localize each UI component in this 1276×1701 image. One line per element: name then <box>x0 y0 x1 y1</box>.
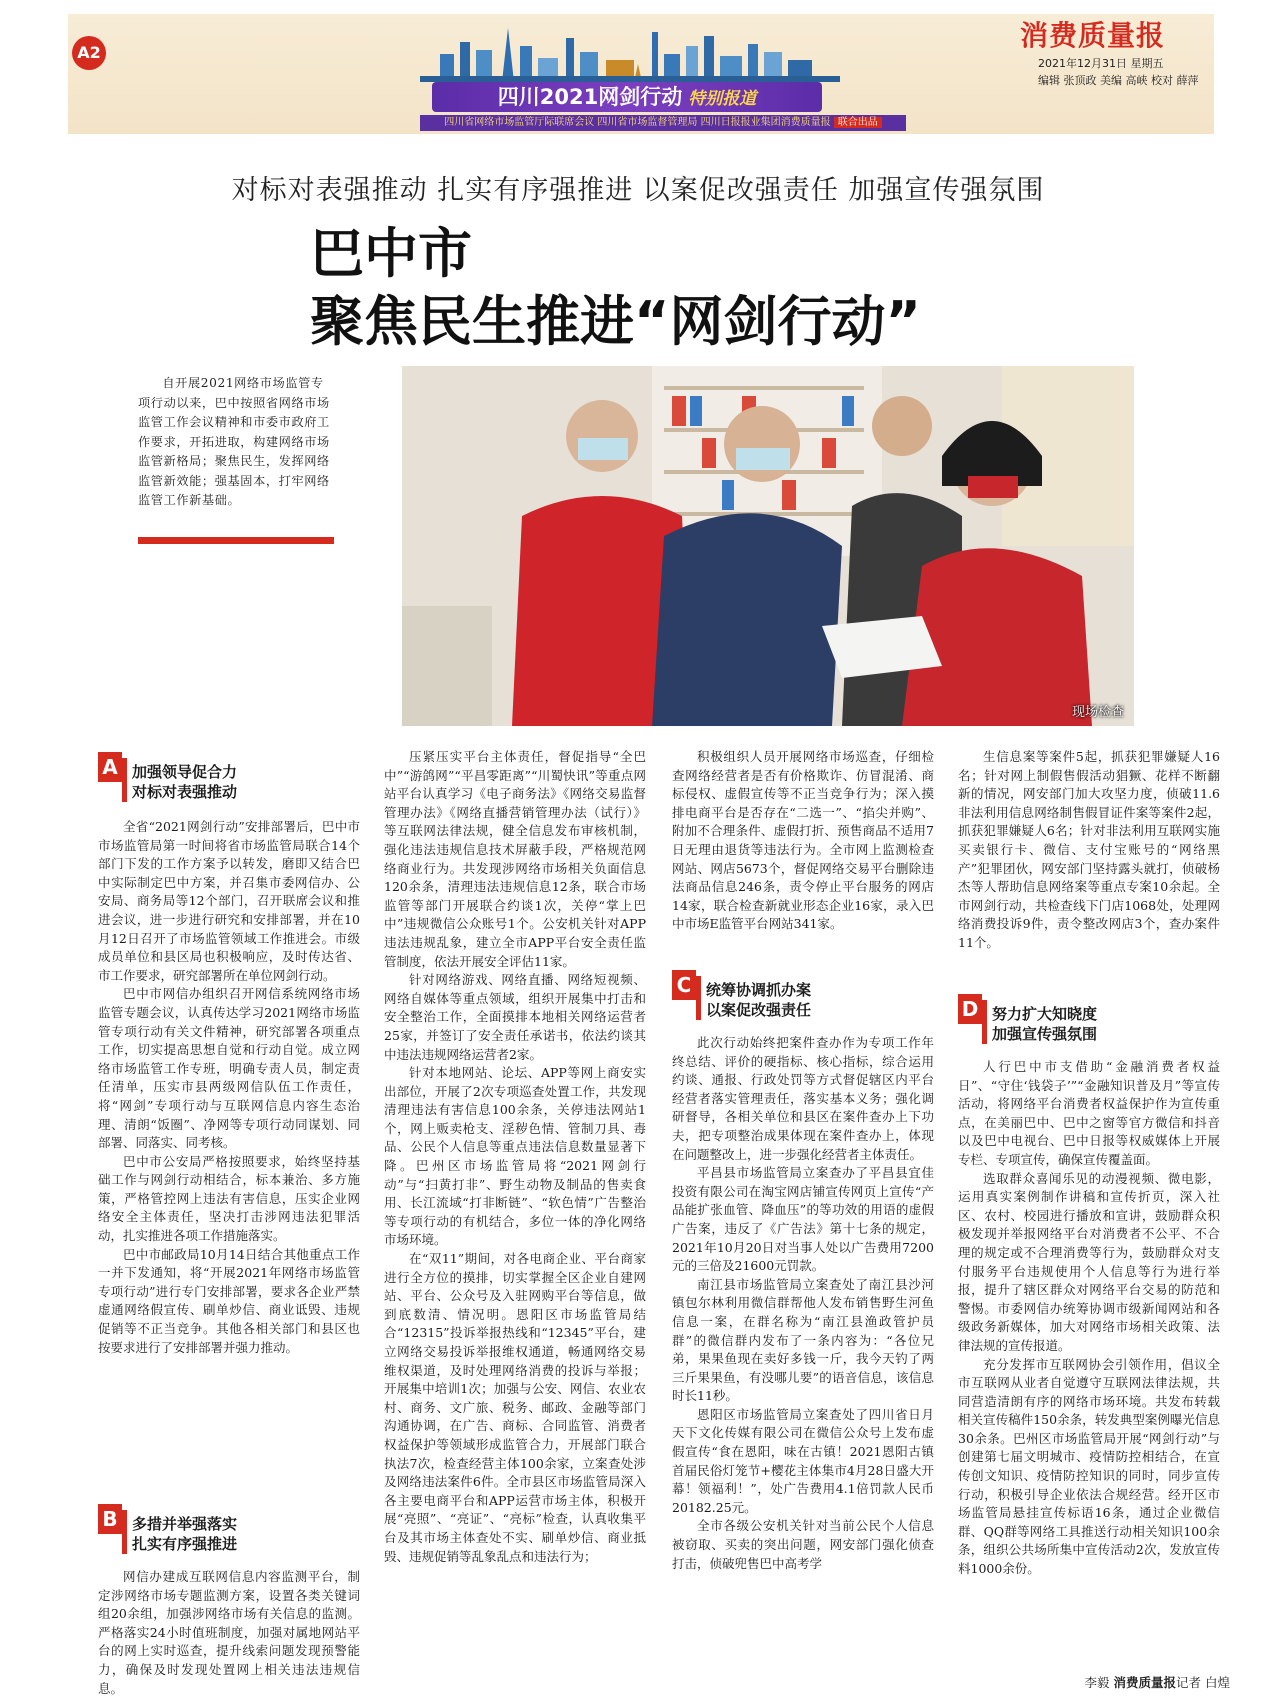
section-a-title-line-2: 对标对表强推动 <box>132 783 238 801</box>
banner-special-tag: 特别报道 <box>688 89 757 109</box>
paragraph: 针对网络游戏、网络直播、网络短视频、网络自媒体等重点领域，组织开展集中打击和安全整治工作，全面摸排本地相关网络运营者25家，并签订了安全责任承诺书，依法约谈其中违法违规网络运营者2家。 <box>384 972 646 1062</box>
section-b-letter: B <box>98 1504 122 1534</box>
paragraph: 压紧压实平台主体责任，督促指导“全巴中”“游鸽网”“平昌零距离”“川蜀快讯”等重点网站平台认真学习《电子商务法》《网络交易监督管理办法》《网络直播营销管理办法（试行）》等互联网法律法规，健全信息发布审核机制，强化违法违规信息技术屏蔽手段，严格规范网络商业行为。共发现涉网络市场相关负面信息120余条，清理违法违规信息12条，联合市场监管等部门开展联合约谈1次，关停“掌上巴中”违规微信公众账号1个。公安机关针对APP违法违规乱象，建立全市APP平台安全责任监管制度，依法开展安全评估11家。 <box>384 749 646 969</box>
byline-author: 李毅 <box>1084 1675 1110 1690</box>
lead-divider <box>138 537 334 544</box>
byline <box>1085 1673 1231 1691</box>
section-a-bar <box>122 758 127 802</box>
paper-name: 消费质量报 <box>1020 19 1166 52</box>
paragraph: 充分发挥市互联网协会引领作用，倡议全市互联网从业者自觉遵守互联网法律法规，共同营造清朗有序的网络市场环境。共发布转载相关宣传稿件150余条，转发典型案例曝光信息30余条。巴州区市场监管局开展“网剑行动”与创建第七届文明城市、疫情防控相结合，在宣传创文知识、疫情防控知识的同时，同步宣传行动，积极引导企业依法合规经营。经开区市场监管局悬挂宣传标语16条，通过企业微信群、QQ群等网络工具推送行动相关知识100余条，组织公共场所集中宣传活动2次，发放宣传料1000余份。 <box>958 1356 1220 1577</box>
paragraph: 巴中市邮政局10月14日结合其他重点工作一并下发通知，将“开展2021年网络市场监管专项行动”进行专门安排部署，要求各企业严禁虚通网络假宣传、刷单炒信、商业诋毁、违规促销等不正当竞争。其他各相关部门和县区也按要求进行了安排部署并强力推动。 <box>98 1246 360 1355</box>
section-d-heading <box>958 994 1220 1046</box>
byline-role: 记者 白煌 <box>1176 1675 1230 1690</box>
paragraph: 南江县市场监管局立案查处了南江县沙河镇包尔林利用微信群帮他人发布销售野生河鱼信息一案，在群名称为“南江县渔政管护员群”的微信群内发布了一条内容为：“各位兄弟，果果鱼现在卖好多钱一斤，我今天钓了两三斤果果鱼，有没哪儿要”的语音信息，该信息时长11秒。 <box>672 1276 934 1404</box>
section-d-letter: D <box>958 994 982 1024</box>
section-d-bar <box>982 1000 987 1044</box>
column-1-section-b <box>98 1568 360 1696</box>
paragraph: 平昌县市场监管局立案查办了平昌县宜佳投资有限公司在淘宝网店铺宣传网页上宣传“产品能扩张血管、降血压”的等功效的用语的虚假广告案，违反了《广告法》第十七条的规定，2021年10月20日对当事人处以广告费用7200元的三倍及21600元罚款。 <box>672 1165 934 1274</box>
paragraph: 巴中市网信办组织召开网信系统网络市场监管专题会议，认真传达学习2021网络市场监管专项行动有关文件精神，研究部署各项重点工作，切实提高思想自觉和行动自觉。成立网络市场监管工作专班，明确专责人员，制定责任清单，压实市县两级网信队伍工作责任，将“网剑”专项行动与互联网信息内容生态治理、清朗“饭圈”、净网等专项行动同谋划、同部署、同落实、同考核。 <box>98 986 360 1151</box>
city-skyline-illustration <box>420 24 840 82</box>
organizers-text: 四川省网络市场监管厅际联席会议 四川省市场监督管理局 四川日报报业集团消费质量报 <box>444 117 831 128</box>
section-c-title-line-1: 统筹协调抓办案 <box>706 981 812 999</box>
main-headline <box>310 220 921 356</box>
organizers-strip <box>420 115 906 131</box>
editor-credits: 编辑 张顶政 美编 高峡 校对 薛萍 <box>1038 74 1199 87</box>
organizers-tail: 联合出品 <box>834 117 882 128</box>
paragraph: 人行巴中市支借助“金融消费者权益日”、“守住‘钱袋子’”“金融知识普及月”等宣传活动，将网络平台消费者权益保护作为宣传重点，在美丽巴中、巴中之窗等官方微信和抖音以及巴中电视台、巴中日报等权威媒体上开展专栏、专项宣传，确保宣传覆盖面。 <box>958 1059 1220 1167</box>
paragraph: 在“双11”期间，对各电商企业、平台商家进行全方位的摸排，切实掌握全区企业自建网站、平台、公众号及入驻网购平台等信息，做到底数清、情况明。恩阳区市场监管局结合“12315”投诉举报热线和“12345”平台，建立网络交易投诉举报维权通道，畅通网络交易维权渠道，及时处理网络消费的投诉与举报；开展集中培训1次；加强与公安、网信、农业农村、商务、文广旅、税务、邮政、金融等部门沟通协调，在广告、商标、合同监管、消费者权益保护等领域形成监管合力，开展部门联合执法7次，检查经营主体100余家，立案查处涉及网络违法案件6件。全市县区市场监管局深入各主要电商平台和APP运营市场主体，积极开展“亮照”、“亮证”、“亮标”检查，认真收集平台及其市场主体查处不实、刷单炒信、商业抵毁、违规促销等乱象乱点和违法行为； <box>384 1251 646 1564</box>
paragraph: 恩阳区市场监管局立案查处了四川省日月天下文化传媒有限公司在微信公众号上发布虚假宣传“食在恩阳，味在古镇！2021恩阳古镇首届民俗灯笼节+樱花主体集市4月28日盛大开幕！领福利！”，处广告费用4.1倍罚款人民币20182.25元。 <box>672 1406 934 1515</box>
section-c-title <box>706 980 811 1020</box>
section-a-heading <box>98 752 360 804</box>
section-b-bar <box>122 1510 127 1554</box>
column-3-section-c <box>672 1034 934 1680</box>
issue-date: 2021年12月31日 星期五 <box>1038 57 1164 70</box>
section-c-bar <box>696 976 701 1020</box>
column-3-top <box>672 748 934 956</box>
paragraph: 全省“2021网剑行动”安排部署后，巴中市市场监管局第一时间将省市场监管局联合14个部门下发的工作方案予以转发，磨即又结合巴中实际制定巴中方案，并召集市委网信办、公安局、商务局等12个部门，召开联席会议和推进会议，进一步进行研究和安排部署，并在10月12日召开了市场监管领域工作推进会。市级成员单位和县区局也积极响应，及时传达省、市工作要求，研究部署所在单位网剑行动。 <box>98 819 360 983</box>
section-b-title <box>132 1514 237 1554</box>
banner-title <box>432 82 822 112</box>
section-b-title-line-2: 扎实有序强推进 <box>132 1535 238 1553</box>
section-b-title-line-1: 多措并举强落实 <box>132 1515 238 1533</box>
section-b-heading <box>98 1504 360 1556</box>
page-number-badge: A2 <box>72 36 106 70</box>
lead-paragraph: 自开展2021网络市场监管专项行动以来，巴中按照省网络市场监管工作会议精神和市委市政府工作要求，开拓进取，构建网络市场监管新格局；聚焦民生，发挥网络监管新效能；强基固本，打牢网络监管工作新基础。 <box>138 376 330 507</box>
paragraph: 积极组织人员开展网络市场巡查，仔细检查网络经营者是否有价格欺诈、仿冒混淆、商标侵权、虚假宣传等不正当竞争行为；深入摸排电商平台是否存在“二选一”、“掐尖并购”、附加不合理条件、虚假打折、预售商品不适用7日无理由退货等违法行为。全市网上监测检查网站、网店5673个，督促网络交易平台删除违法商品信息246条，责令停止平台服务的网店14家，联合检查新就业形态企业16家，录入巴中市场E监管平台网站341家。 <box>672 749 934 932</box>
column-4-section-d <box>958 1058 1220 1664</box>
section-d-title-line-2: 加强宣传强氛围 <box>992 1025 1098 1043</box>
section-c-heading <box>672 970 934 1022</box>
paragraph: 全市各级公安机关针对当前公民个人信息被窃取、买卖的突出问题，网安部门强化侦查打击，侦破兜售巴中高考学 <box>672 1518 934 1571</box>
column-4-top <box>958 748 1220 982</box>
paragraph: 生信息案等案件5起，抓获犯罪嫌疑人16名；针对网上制假售假活动猖獗、花样不断翻新的情况，网安部门加大攻坚力度，侦破11.6非法利用信息网络制售假冒证件案等案件2起，抓获犯罪嫌疑人6名；针对非法利用互联网实施买卖银行卡、微信、支付宝账号的“网络黑产”犯罪团伙，网安部门坚持露头就打，侦破杨杰等人帮助信息网络案等重点专案10余起。全市网剑行动，共检查线下门店1068处，处理网络消费投诉9件，责令整改网店3个，查办案件11个。 <box>958 749 1220 950</box>
section-d-title <box>992 1004 1097 1044</box>
headline-line-1: 巴中市 <box>310 222 472 285</box>
byline-publication: 消费质量报 <box>1113 1675 1177 1690</box>
section-a-title-line-1: 加强领导促合力 <box>132 763 238 781</box>
paragraph: 巴中市公安局严格按照要求，始终坚持基础工作与网剑行动相结合，标本兼治、多方施策，严格管控网上违法有害信息，压实企业网络安全主体责任，坚决打击涉网违法犯罪活动，扎实推进各项工作措施落实。 <box>98 1153 360 1244</box>
photo-caption: 现场检查 <box>1071 705 1124 720</box>
section-c-letter: C <box>672 970 696 1000</box>
kicker-headline: 对标对表强推动 扎实有序强推进 以案促改强责任 加强宣传强氛围 <box>231 175 1045 206</box>
section-a-letter: A <box>98 752 122 782</box>
paragraph: 针对本地网站、论坛、APP等网上商安实出部位，开展了2次专项巡查处置工作，共发现清理违法有害信息100余条，关停违法网站1个，网上贩卖枪支、淫秽色情、管制刀具、毒品、公民个人信息等重点违法信息数量显著下降。巴州区市场监管局将“2021网剑行动”与“扫黄打非”、野生动物及制品的售卖食用、长江流域“打非断链”、“软色情”广告整治等专项行动的有机结合，多位一体的净化网络市场环境。 <box>384 1065 646 1248</box>
paragraph: 网信办建成互联网信息内容监测平台，制定涉网络市场专题监测方案，设置各类关键词组20余组，加强涉网络市场有关信息的监测。严格落实24小时值班制度，加强对属地网站平台的网上实时巡查，提升线索问题发现预警能力，确保及时发现处置网上相关违法违规信息。 <box>98 1569 360 1696</box>
section-c-title-line-2: 以案促改强责任 <box>706 1001 812 1019</box>
section-a-title <box>132 762 237 802</box>
news-photo <box>402 366 1134 726</box>
section-d-title-line-1: 努力扩大知晓度 <box>992 1005 1098 1023</box>
paragraph: 此次行动始终把案件查办作为专项工作年终总结、评价的硬指标、核心指标，综合运用约谈、通报、行政处罚等方式督促辖区内平台经营者落实管理责任，落实基本义务；强化调研督导，各相关单位和县区在案件查办上下功夫，把专项整治成果体现在案件查办上，体现在问题整改上，进一步强化经营者主体责任。 <box>672 1035 934 1162</box>
photo-illustration <box>402 366 1134 726</box>
headline-line-2: 聚焦民生推进“网剑行动” <box>310 290 921 353</box>
banner-title-text: 四川2021网剑行动 <box>497 85 683 109</box>
column-1-section-a <box>98 818 360 1480</box>
column-2 <box>384 748 646 1676</box>
paragraph: 选取群众喜闻乐见的动漫视频、微电影，运用真实案例制作讲稿和宣传折页，深入社区、农村、校园进行播放和宣讲，鼓励群众积极发现并举报网络平台对消费者不公平、不合理的规定或不合理消费等行为，鼓励群众对支付服务平台违规使用个人信息等行为进行举报，提升了辖区群众对网络平台交易的防范和警惕。市委网信办统筹协调市级新闻网站和各级政务新媒体，加大对网络市场相关政策、法律法规的宣传报道。 <box>958 1170 1220 1353</box>
